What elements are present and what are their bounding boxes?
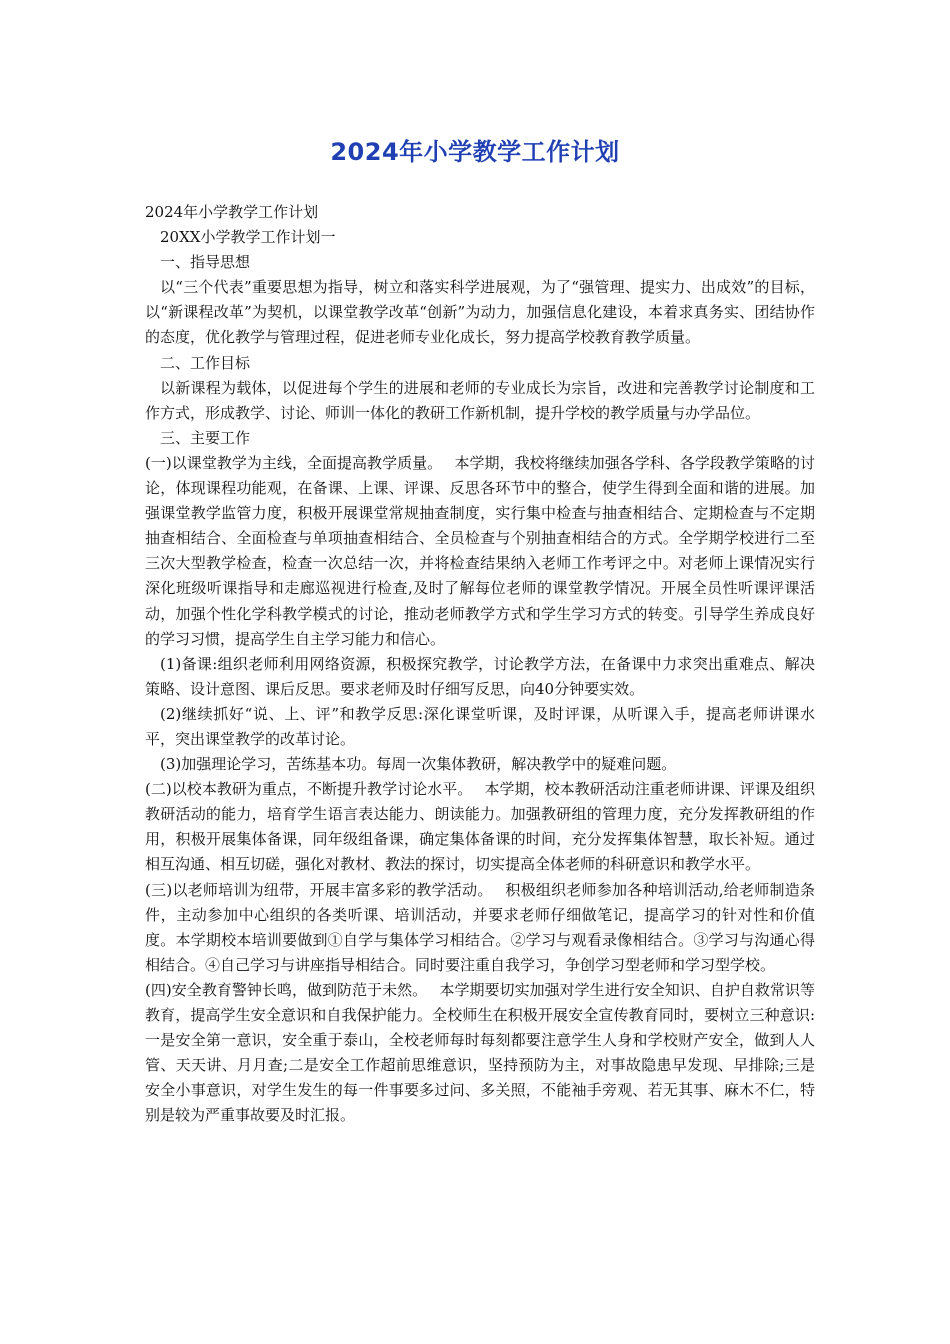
paragraph: (2)继续抓好“说、上、评”和教学反思:深化课堂听课，及时评课，从听课入手，提高老师讲课水平，突出课堂教学的改革讨论。: [145, 704, 815, 748]
section-heading: 一、指导思想: [160, 253, 251, 272]
paragraph: (一)以课堂教学为主线，全面提高教学质量。 本学期，我校将继续加强各学科、各学段教学策略的讨论，体现课程功能观，在备课、上课、评课、反思各环节中的整合，使学生得到全面和谐的进展。加强课堂教学监管力度，积极开展课堂常规抽查制度，实行集中检查与抽查相结合、定期检查与不定期抽查相结合、全面检查与单项抽查相结合、全员检查与个别抽查相结合的方式。全学期学校进行二至三次大型教学检查，检查一次总结一次，并将检查结果纳入老师工作考评之中。对老师上课情况实行深化班级听课指导和走廊巡视进行检查,及时了解每位老师的课堂教学情况。开展全员性听课评课活动，加强个性化学科教学模式的讨论，推动老师教学方式和学生学习方式的转变。引导学生养成良好的学习习惯，提高学生自主学习能力和信心。: [145, 453, 815, 648]
document-body: [145, 200, 815, 1128]
document-title: 2024年小学教学工作计划: [330, 138, 620, 166]
paragraph: 2024年小学教学工作计划: [145, 203, 319, 221]
paragraph: (1)备课:组织老师利用网络资源，积极探究教学，讨论教学方法，在备课中力求突出重难点、解决策略、设计意图、课后反思。要求老师及时仔细写反思，向40分钟要实效。: [145, 654, 815, 698]
paragraph: (3)加强理论学习，苦练基本功。每周一次集体教研，解决教学中的疑难问题。: [160, 755, 677, 774]
paragraph: 20XX小学教学工作计划一: [160, 228, 336, 247]
paragraph: 以“三个代表”重要思想为指导，树立和落实科学进展观，为了“强管理、提实力、出成效”的目标，以“新课程改革”为契机，以课堂教学改革“创新”为动力，加强信息化建设，本着求真务实、团结协作的态度，优化教学与管理过程，促进老师专业化成长，努力提高学校教育教学质量。: [145, 278, 815, 347]
paragraph: (三)以老师培训为纽带，开展丰富多彩的教学活动。 积极组织老师参加各种培训活动,给老师制造条件，主动参加中心组织的各类听课、培训活动，并要求老师仔细做笔记，提高学习的针对性和价值度。本学期校本培训要做到①自学与集体学习相结合。②学习与观看录像相结合。③学习与沟通心得相结合。④自己学习与讲座指导相结合。同时要注重自我学习，争创学习型老师和学习型学校。: [145, 880, 815, 974]
paragraph: (四)安全教育警钟长鸣，做到防范于未然。 本学期要切实加强对学生进行安全知识、自护自救常识等教育，提高学生安全意识和自我保护能力。全校师生在积极开展安全宣传教育同时，要树立三种意识:一是安全第一意识，安全重于泰山，全校老师每时每刻都要注意学生人身和学校财产安全，做到人人管、天天讲、月月查;二是安全工作超前思维意识，坚持预防为主，对事故隐患早发现、早排除;三是安全小事意识，对学生发生的每一件事要多过问、多关照，不能袖手旁观、若无其事、麻木不仁，特别是较为严重事故要及时汇报。: [145, 980, 815, 1125]
paragraph: (二)以校本教研为重点，不断提升教学讨论水平。 本学期，校本教研活动注重老师讲课、评课及组织教研活动的能力，培育学生语言表达能力、朗读能力。加强教研组的管理力度，充分发挥教研组的作用，积极开展集体备课，同年级组备课，确定集体备课的时间，充分发挥集体智慧，取长补短。通过相互沟通、相互切磋，强化对教材、教法的探讨，切实提高全体老师的科研意识和教学水平。: [145, 780, 815, 874]
section-heading: 二、工作目标: [160, 353, 251, 372]
paragraph: 以新课程为载体，以促进每个学生的进展和老师的专业成长为宗旨，改进和完善教学讨论制度和工作方式，形成教学、讨论、师训一体化的教研工作新机制，提升学校的教学质量与办学品位。: [145, 378, 815, 422]
section-heading: 三、主要工作: [160, 428, 251, 447]
